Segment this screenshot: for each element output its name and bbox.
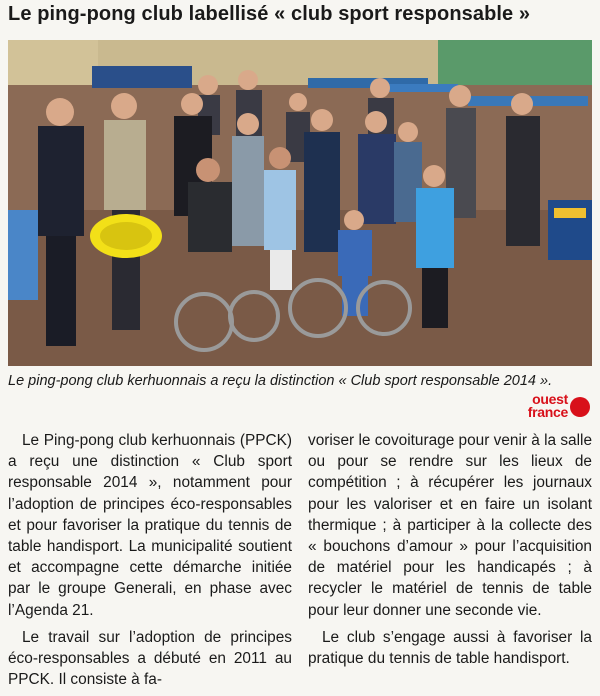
logo-line-1: ouest <box>532 391 568 407</box>
article-column-right <box>308 430 592 669</box>
group-photo-illustration <box>8 40 592 366</box>
article-paragraph: Le Ping-pong club kerhuonnais (PPCK) a reçu une distinction « Club sport responsable 2014 », notamment pour l’adoption de principes éco-responsables et pour favoriser la pratique du tennis de table handisport. La municipalité soutient et accompagne cette démarche initiée par le groupe Generali, en phase avec l’Agenda 21. <box>8 432 292 619</box>
logo-mark-icon <box>570 397 590 417</box>
article-headline: Le ping-pong club labellisé « club sport responsable » <box>8 3 531 25</box>
article-paragraph: voriser le covoiturage pour venir à la salle ou pour se rendre sur les lieux de compétition ; à récupérer les journaux pour les valoriser et en faire un isolant thermique ; à participer à la collecte des « bouchons d’amour » pour l’acquisition de matériel pour les handicapés ; à recycler le matériel de tennis de table pour leur donner une seconde vie. <box>308 432 593 619</box>
article-paragraph: Le club s’engage aussi à favoriser la pratique du tennis de table handisport. <box>308 628 592 668</box>
article-paragraph: Le travail sur l’adoption de principes éco-responsables a débuté en 2011 au PPCK. Il consiste à fa- <box>8 628 292 689</box>
photo-caption: Le ping-pong club kerhuonnais a reçu la distinction « Club sport responsable 2014 ». <box>8 373 553 389</box>
logo-line-2: france <box>527 404 568 420</box>
group-photo <box>8 40 592 366</box>
ouest-france-logo <box>506 393 590 423</box>
article-column-left <box>8 430 292 690</box>
